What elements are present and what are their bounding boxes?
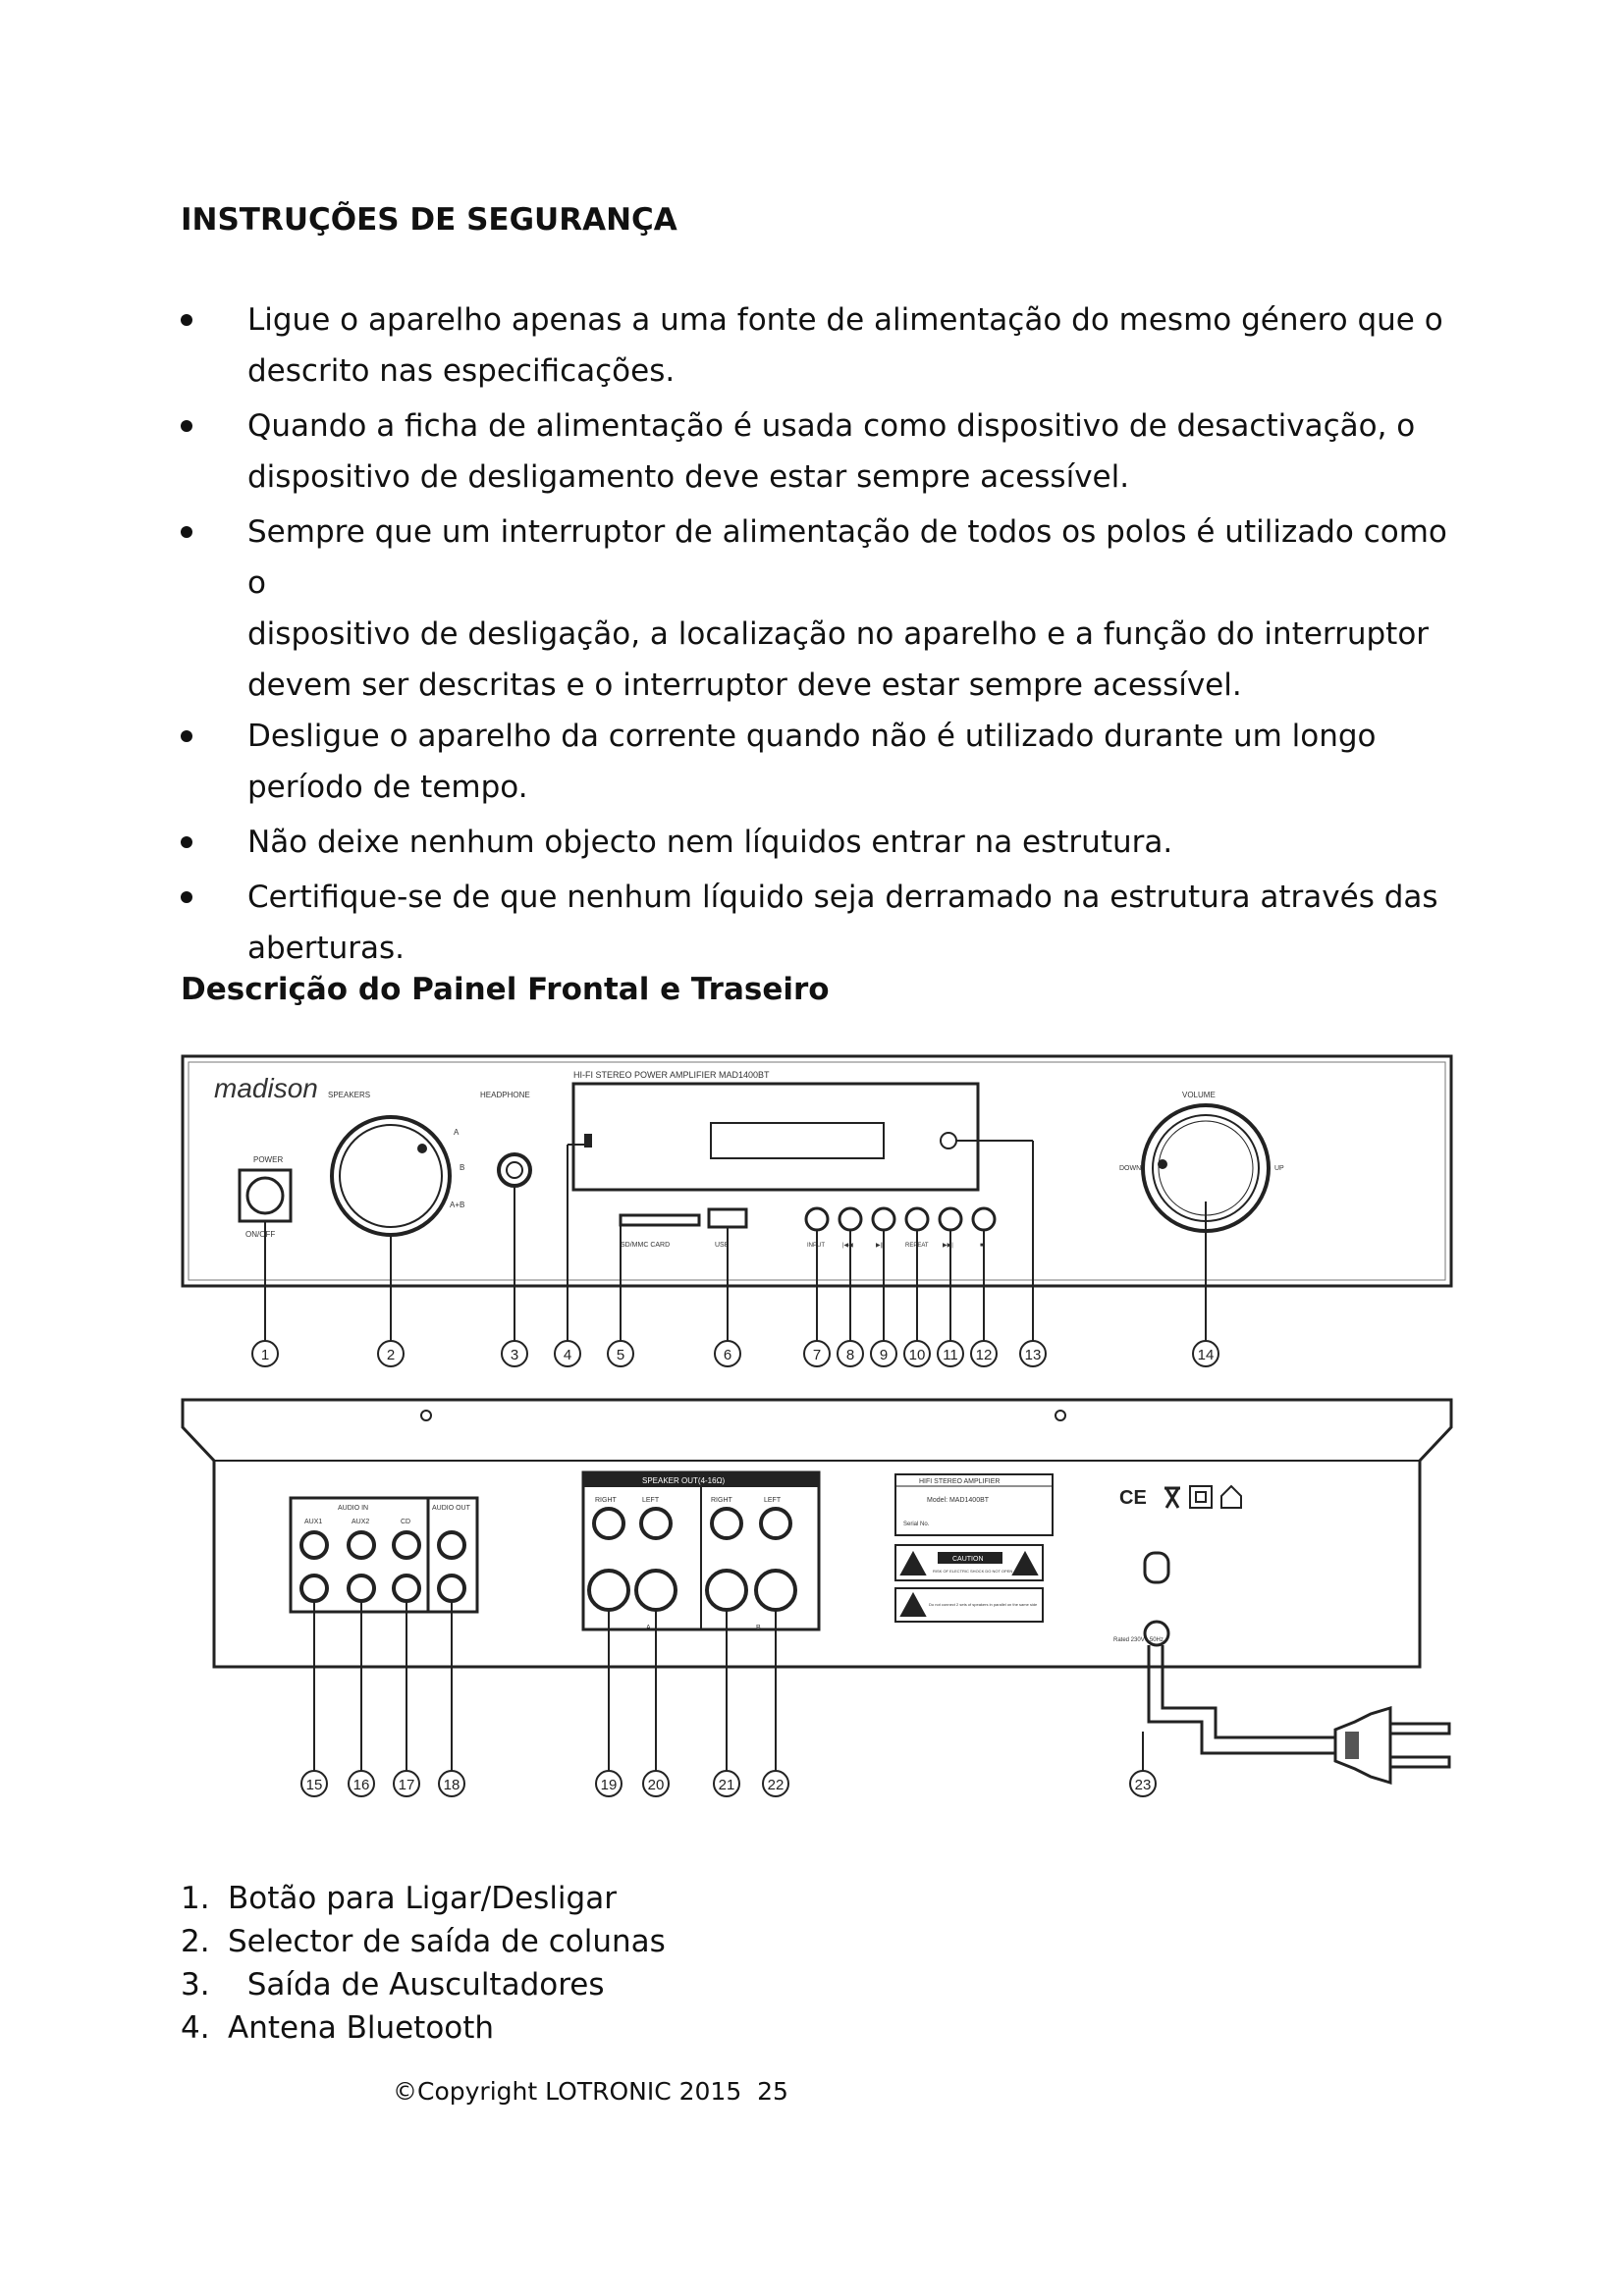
page-footer xyxy=(393,2077,788,2106)
callout-number: 3 xyxy=(510,1347,519,1363)
fuse-holder xyxy=(1145,1553,1168,1582)
safety-item-line: período de tempo. xyxy=(247,770,528,805)
speaker-selector-knob xyxy=(332,1117,450,1235)
volume-label: VOLUME xyxy=(1182,1091,1216,1099)
page-number: 25 xyxy=(757,2077,788,2106)
input-button xyxy=(806,1208,828,1230)
stop-button xyxy=(973,1208,995,1230)
audio-out-label: AUDIO OUT xyxy=(432,1505,470,1512)
selector-indicator xyxy=(418,1145,426,1152)
rca-jack xyxy=(349,1575,374,1601)
safety-item xyxy=(181,872,1457,974)
speaker-selector-ring xyxy=(340,1125,442,1227)
callout-number: 5 xyxy=(616,1347,625,1363)
parts-list-item xyxy=(181,1963,666,2006)
safety-item-line: devem ser descritas e o interruptor deve estar sempre acessível. xyxy=(247,667,1242,703)
warning-triangle-icon xyxy=(901,1553,925,1575)
terminal-group-label: B xyxy=(756,1625,761,1631)
rca-jack xyxy=(349,1532,374,1558)
power-rating-label: Rated 230V~ 50Hz xyxy=(1113,1637,1164,1643)
terminal-group-label: A xyxy=(646,1625,651,1631)
rear-panel-body xyxy=(183,1400,1451,1667)
safety-item-line: Sempre que um interruptor de alimentação de todos os polos é utilizado como o xyxy=(247,514,1447,601)
audio-in-label: AUDIO IN xyxy=(338,1505,369,1512)
next-button xyxy=(940,1208,961,1230)
rca-jack xyxy=(394,1532,419,1558)
display-window xyxy=(573,1084,978,1190)
safety-item-line: dispositivo de desligação, a localização no aparelho e a função do interruptor xyxy=(247,616,1430,652)
sd-card-slot xyxy=(621,1215,699,1225)
parts-list-item xyxy=(181,1877,666,1920)
safety-item-line: Ligue o aparelho apenas a uma fonte de alimentação do mesmo género que o xyxy=(247,302,1443,338)
headphone-jack-inner xyxy=(507,1162,522,1178)
selector-option-ab: A+B xyxy=(450,1201,465,1209)
prev-button xyxy=(839,1208,861,1230)
terminal-label: RIGHT xyxy=(711,1497,732,1504)
display-lcd xyxy=(711,1123,884,1158)
plug-pin xyxy=(1390,1757,1449,1767)
safety-item-line: dispositivo de desligamento deve estar sempre acessível. xyxy=(247,459,1130,495)
bullet-icon xyxy=(181,836,192,848)
parts-list-label: Antena Bluetooth xyxy=(228,2010,495,2046)
callout-number: 22 xyxy=(767,1777,785,1793)
section-heading-safety: INSTRUÇÕES DE SEGURANÇA xyxy=(181,202,677,238)
parts-list-label: Botão para Ligar/Desligar xyxy=(228,1881,617,1916)
repeat-button xyxy=(906,1208,928,1230)
plate-serial: Serial No. xyxy=(903,1522,930,1527)
callout-number: 15 xyxy=(305,1777,323,1793)
speaker-terminal xyxy=(761,1509,790,1538)
callout-number: 17 xyxy=(398,1777,415,1793)
callout-number: 9 xyxy=(879,1347,889,1363)
terminal-label: LEFT xyxy=(764,1497,782,1504)
callout-number: 11 xyxy=(943,1347,958,1363)
front-leader-lines xyxy=(265,1141,1206,1341)
speaker-terminal xyxy=(636,1571,676,1610)
speaker-terminal xyxy=(707,1571,746,1610)
sd-card-label: SD/MMC CARD xyxy=(621,1242,671,1249)
parts-list-label: Selector de saída de colunas xyxy=(228,1924,666,1959)
button-label: REPEAT xyxy=(905,1243,929,1249)
parts-list-item xyxy=(181,1920,666,1963)
jack-label: CD xyxy=(401,1519,411,1525)
section-heading-panel: Descrição do Painel Frontal e Traseiro xyxy=(181,972,830,1007)
brand-logo: madison xyxy=(214,1073,318,1103)
callout-number: 2 xyxy=(386,1347,396,1363)
speaker-out-label: SPEAKER OUT(4-16Ω) xyxy=(642,1476,726,1485)
plate-model: Model: MAD1400BT xyxy=(927,1497,990,1504)
power-sub-label: ON/OFF xyxy=(245,1230,276,1239)
callout-number: 12 xyxy=(975,1347,993,1363)
callout-number: 19 xyxy=(600,1777,618,1793)
model-label: HI-FI STEREO POWER AMPLIFIER MAD1400BT xyxy=(573,1070,770,1080)
safety-item-line: Quando a ficha de alimentação é usada como dispositivo de desactivação, o xyxy=(247,408,1416,444)
speaker-terminal xyxy=(756,1571,795,1610)
safety-item-line: Não deixe nenhum objecto nem líquidos entrar na estrutura. xyxy=(247,825,1173,860)
selector-option-b: B xyxy=(460,1163,465,1172)
plug-grip xyxy=(1345,1732,1359,1759)
parts-list xyxy=(181,1877,666,2050)
jack-label: AUX1 xyxy=(304,1519,323,1525)
plug-pin xyxy=(1390,1724,1449,1734)
button-label: ▶|| xyxy=(876,1243,884,1249)
bullet-icon xyxy=(181,314,192,326)
power-plug xyxy=(1335,1708,1390,1783)
jack-label: AUX2 xyxy=(352,1519,370,1525)
rca-jack xyxy=(439,1532,464,1558)
callout-number: 8 xyxy=(845,1347,855,1363)
selector-option-a: A xyxy=(454,1128,460,1137)
safety-item xyxy=(181,711,1457,813)
parts-list-number: 3. xyxy=(181,1967,210,2002)
volume-indicator xyxy=(1159,1160,1166,1168)
safety-item-line: aberturas. xyxy=(247,931,406,966)
callout-number: 4 xyxy=(563,1347,572,1363)
safety-item-line: Certifique-se de que nenhum líquido seja derramado na estrutura através das xyxy=(247,880,1438,915)
bullet-icon xyxy=(181,420,192,432)
callout-number: 10 xyxy=(908,1347,926,1363)
warning-text: Do not connect 2 sets of speakers in parallel on the same side xyxy=(929,1602,1038,1607)
ce-mark-icon: CE xyxy=(1119,1487,1147,1509)
screw-icon xyxy=(1056,1411,1065,1420)
callout-number: 21 xyxy=(718,1777,735,1793)
speaker-terminal xyxy=(589,1571,628,1610)
volume-min-label: DOWN xyxy=(1119,1165,1142,1172)
safety-item xyxy=(181,817,1457,868)
rear-leader-lines xyxy=(314,1601,1143,1771)
rca-jack xyxy=(301,1532,327,1558)
safety-item xyxy=(181,507,1457,711)
rear-panel xyxy=(183,1400,1451,1783)
safety-item xyxy=(181,400,1457,503)
button-label: INPUT xyxy=(807,1243,825,1249)
power-cord xyxy=(1163,1645,1335,1737)
safety-item xyxy=(181,294,1457,397)
indoor-use-icon xyxy=(1221,1486,1241,1508)
headphone-label: HEADPHONE xyxy=(480,1091,530,1099)
parts-list-item xyxy=(181,2006,666,2050)
callout-number: 14 xyxy=(1197,1347,1215,1363)
bullet-icon xyxy=(181,526,192,538)
ir-sensor xyxy=(941,1133,956,1148)
rca-jack xyxy=(394,1575,419,1601)
rca-jack xyxy=(439,1575,464,1601)
volume-knob-inner xyxy=(1159,1121,1253,1215)
screw-icon xyxy=(421,1411,431,1420)
usb-port xyxy=(709,1209,746,1227)
terminal-label: RIGHT xyxy=(595,1497,617,1504)
warning-triangle-icon xyxy=(1013,1553,1037,1575)
play-pause-button xyxy=(873,1208,894,1230)
bullet-icon xyxy=(181,730,192,742)
rca-jack xyxy=(301,1575,327,1601)
audio-in-block xyxy=(291,1498,428,1612)
headphone-jack xyxy=(499,1154,530,1186)
callout-number: 1 xyxy=(260,1347,270,1363)
callout-number: 7 xyxy=(812,1347,822,1363)
callout-number: 16 xyxy=(352,1777,370,1793)
speaker-terminal xyxy=(712,1509,741,1538)
amplifier-panel-diagram xyxy=(181,1054,1453,1798)
speaker-terminal xyxy=(594,1509,623,1538)
double-insulation-icon xyxy=(1190,1486,1212,1508)
bullet-icon xyxy=(181,891,192,903)
caution-text: CAUTION xyxy=(952,1556,984,1563)
button-label: ▶▶| xyxy=(943,1243,953,1249)
button-label: |◀◀ xyxy=(842,1243,853,1249)
warning-triangle-icon xyxy=(901,1594,925,1616)
power-label: POWER xyxy=(253,1155,284,1164)
speakers-label: SPEAKERS xyxy=(328,1091,371,1099)
volume-max-label: UP xyxy=(1274,1165,1284,1172)
button-label: ■ xyxy=(980,1243,984,1249)
callout-number: 6 xyxy=(723,1347,732,1363)
parts-list-label: Saída de Auscultadores xyxy=(228,1967,605,2002)
plate-title: HIFI STEREO AMPLIFIER xyxy=(919,1478,1001,1485)
caution-subtext: RISK OF ELECTRIC SHOCK DO NOT OPEN xyxy=(933,1569,1013,1574)
callout-number: 20 xyxy=(647,1777,665,1793)
power-button xyxy=(247,1178,283,1213)
terminal-label: LEFT xyxy=(642,1497,660,1504)
safety-item-line: Desligue o aparelho da corrente quando não é utilizado durante um longo xyxy=(247,719,1377,754)
parts-list-number: 1. xyxy=(181,1881,210,1916)
speaker-terminal xyxy=(641,1509,671,1538)
safety-item-line: descrito nas especificações. xyxy=(247,353,676,389)
audio-out-block xyxy=(428,1498,477,1612)
callout-number: 23 xyxy=(1134,1777,1152,1793)
callout-number: 13 xyxy=(1024,1347,1042,1363)
parts-list-number: 4. xyxy=(181,2010,210,2046)
usb-label: USB xyxy=(715,1242,730,1249)
copyright-text: ©Copyright LOTRONIC 2015 xyxy=(393,2077,742,2106)
callout-number: 18 xyxy=(443,1777,460,1793)
parts-list-number: 2. xyxy=(181,1924,210,1959)
safety-list xyxy=(181,294,1457,974)
weee-bin-icon xyxy=(1164,1488,1180,1508)
